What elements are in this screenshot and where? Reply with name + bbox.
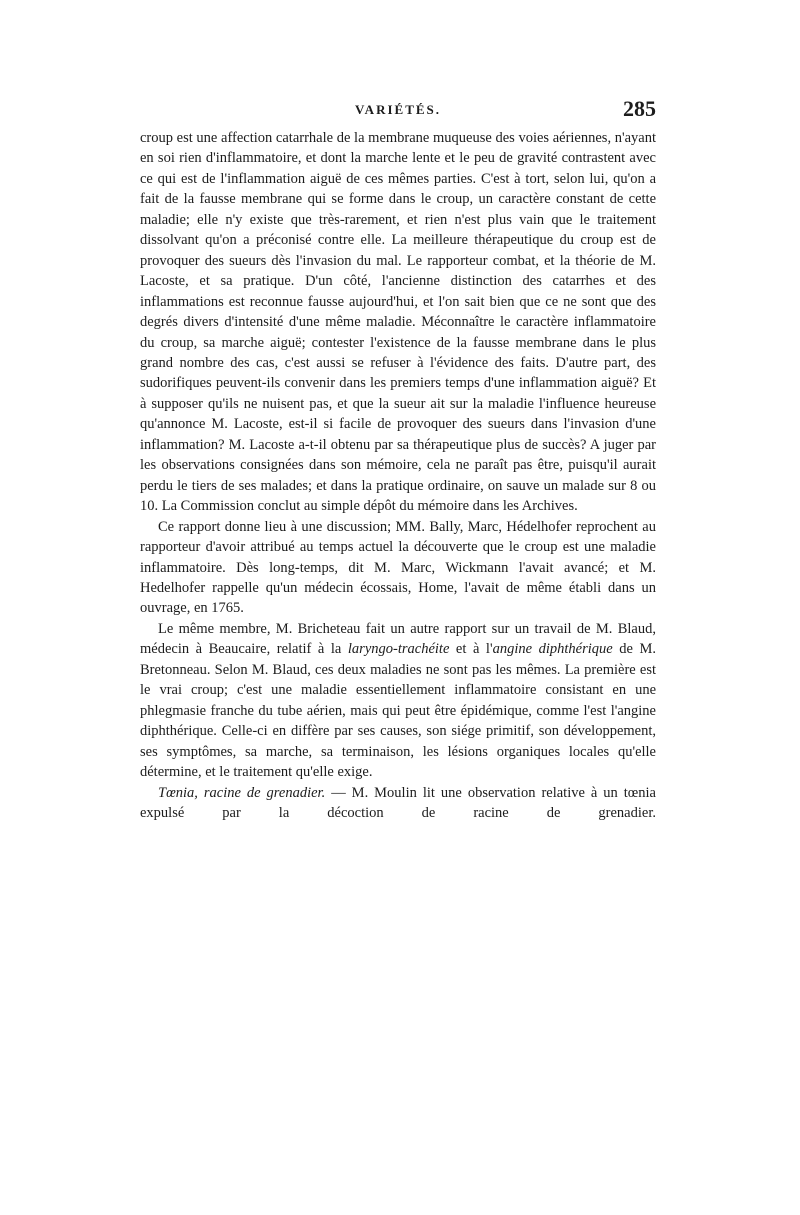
page-number: 285 xyxy=(623,96,656,121)
p4-text: — M. Moulin lit une observation relative à un tœnia expulsé par la décoction de racine de grenadier. xyxy=(140,784,656,821)
paragraph-bricheteau-report xyxy=(140,619,656,783)
p3-text-e: de M. Bretonneau. Selon M. Blaud, ces deux maladies ne sont pas les mêmes. La première est le vrai croup; c'est une maladie essentiellement inflammatoire consistant en une phlegmasie franche du tube aérien, mais qui peut être épidémique, comme l'est l'angine diphthérique. Celle-ci en diffère par ses causes, son siége primitif, son développement, ses symptômes, sa marche, sa terminaison, les lésions organiques locales qu'elle détermine, et le traitement qu'elle exige. xyxy=(140,641,656,781)
p3-text-c: et à l' xyxy=(449,641,493,658)
paragraph-croup-theory: croup est une affection catarrhale de la membrane muqueuse des voies aériennes, n'ayant en soi rien d'inflammatoire, et dont la marche lente et le peu de gravité contrastent avec ce qui est de l'inflammation aiguë de ces mêmes parties. C'est à tort, selon lui, qu'on a fait de la fausse membrane qui se forme dans le croup, un caractère constant de cette maladie; elle n'y existe que très-rarement, et rien n'est plus vain que le traitement dissolvant qu'on a préconisé contre elle. La meilleure thérapeutique du croup est de provoquer des sueurs dès l'invasion du mal. Le rapporteur combat, et la théorie de M. Lacoste, et sa pratique. D'un côté, l'ancienne distinction des catarrhes et des inflammations est reconnue fausse aujourd'hui, et l'on sait bien que ce ne sont que des degrés divers d'intensité d'une même maladie. Méconnaître le caractère inflammatoire du croup, sa marche aiguë; contester l'existence de la fausse membrane dans le plus grand nombre des cas, c'est aussi se refuser à l'évidence des faits. D'autre part, des sudorifiques peuvent-ils convenir dans les premiers temps d'une inflammation aiguë? Et à supposer qu'ils ne nuisent pas, et que la sueur ait sur la maladie l'influence heureuse qu'annonce M. Lacoste, est-il si facile de provoquer des sueurs dans l'invasion d'une inflammation? M. Lacoste a-t-il obtenu par sa thérapeutique plus de succès? A juger par les observations consignées dans son mémoire, cela ne paraît pas être, puisqu'il aurait perdu le tiers de ses malades; et dans la pratique ordinaire, on sauve un malade sur 8 ou 10. La Commission conclut au simple dépôt du mémoire dans les Archives. xyxy=(140,130,656,515)
page-header xyxy=(140,96,656,124)
paragraph-discussion: Ce rapport donne lieu à une discussion; MM. Bally, Marc, Hédelhofer reprochent au rapporteur d'avoir attribué au temps actuel la découverte que le croup est une maladie inflammatoire. Dès long-temps, dit M. Marc, Wickmann l'avait avancé; et M. Hedelhofer rappelle qu'un médecin écossais, Home, l'avait de même établi dans un ouvrage, en 1765. xyxy=(140,518,656,617)
p3-text-a: Le même membre, M. Bricheteau fait un autre rapport sur un travail de M. Blaud, médecin à Beaucaire, relatif à la xyxy=(140,620,656,658)
term-angine-diphtherique: angine diphthérique xyxy=(492,641,613,658)
running-title: VARIÉTÉS. xyxy=(354,102,442,117)
body-text xyxy=(140,128,656,823)
section-heading-taenia: Tœnia, racine de grenadier. xyxy=(158,784,326,801)
term-laryngo-tracheite: laryngo-trachéite xyxy=(347,641,450,658)
paragraph-taenia xyxy=(140,783,656,824)
